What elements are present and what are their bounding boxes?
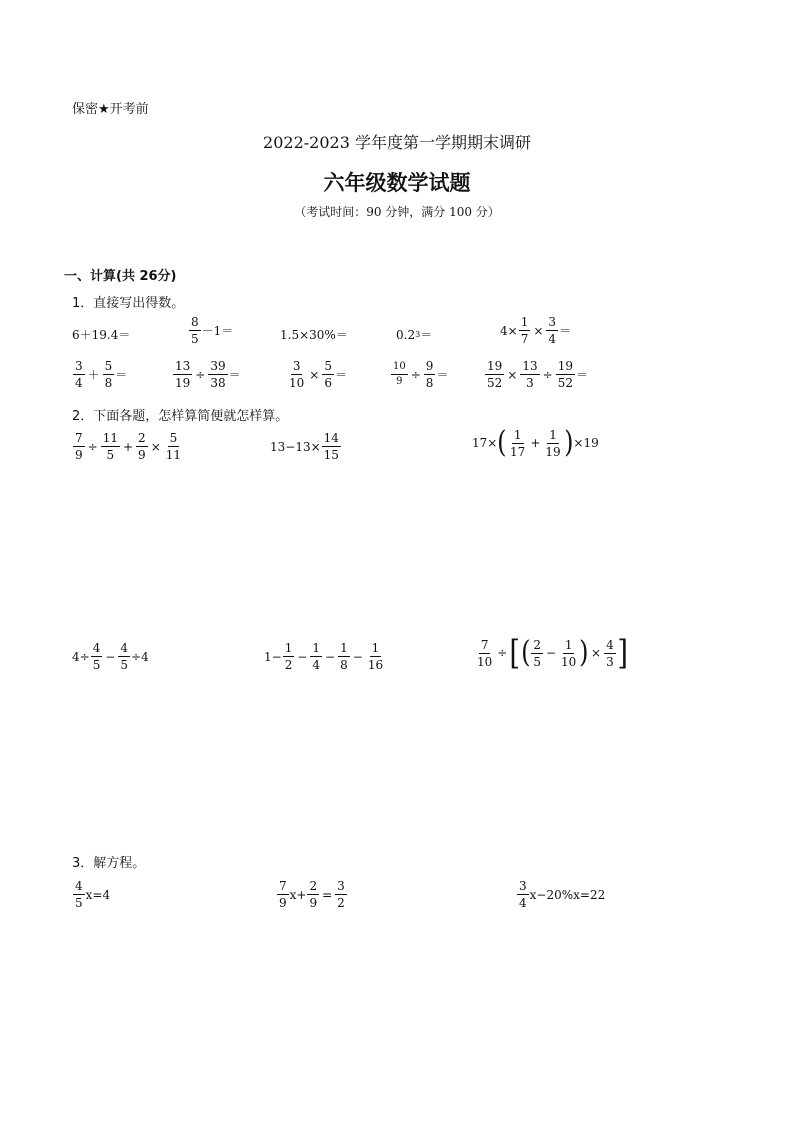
operator: ÷ [410,367,421,382]
fraction: $\frac{19}{52}$ [557,359,573,390]
q1-row1-expr1 [72,326,130,343]
fraction: $\frac{3}{2}$ [337,879,345,910]
q3-equation1 [72,880,110,909]
fraction: $\frac{1}{10}$ [561,637,577,669]
fraction: $\frac{1}{4}$ [312,641,321,672]
q2-problem3 [472,425,599,460]
fraction: $\frac{4}{3}$ [606,637,614,669]
expr-text: ×19 [573,436,599,450]
expr-text: ＝ [334,368,347,382]
operator: − [105,649,116,664]
left-paren: ( [497,425,507,460]
question-3-label: 3．解方程。 [72,856,146,871]
fraction: $\frac{1}{7}$ [520,315,529,346]
fraction: $\frac{2}{5}$ [533,637,541,669]
fraction: $\frac{5}{6}$ [324,359,332,390]
expr-text: ＝ [228,368,241,382]
left-paren: ( [520,635,531,670]
exam-subtitle: 2022-2023 学年度第一学期期末调研 [263,133,531,152]
section-heading: 一、计算(共 26分) [64,269,177,284]
fraction: $\frac{3}{4}$ [519,879,527,910]
expr-text: ÷4 [131,649,149,664]
fraction: $\frac{4}{5}$ [92,641,101,672]
fraction: $\frac{8}{5}$ [191,315,199,346]
q1-row2-expr1 [72,360,127,389]
expr-text: 17× [472,436,498,450]
q1-row2-expr5 [484,360,588,389]
confidential-label: 保密★开考前 [72,102,149,117]
fraction: $\frac{3}{4}$ [75,359,83,390]
question-2-label: 2．下面各题，怎样算简便就怎样算。 [72,409,289,424]
operator: ÷ [195,367,206,382]
expr-text: ＝ [436,368,449,382]
expr-text: 1− [264,649,282,664]
operator: + [530,436,541,450]
q1-row2-expr4 [390,360,448,389]
operator: ÷ [497,646,508,660]
operator: × [150,439,161,454]
fraction: $\frac{14}{15}$ [323,431,339,462]
q1-row1-expr5 [500,316,571,345]
fraction: $\frac{4}{5}$ [120,641,129,672]
operator: + [122,439,134,454]
q1-row2-expr2 [172,360,241,389]
expr-text: x−20%x=22 [529,887,606,902]
fraction: $\frac{11}{5}$ [102,431,118,462]
expr-text: ＝ [575,368,588,382]
fraction: $\frac{39}{38}$ [210,359,226,390]
operator: × [533,323,544,338]
q1-row1-expr4 [396,326,432,343]
right-bracket: ] [617,633,628,673]
operator: ＋ [87,368,100,382]
right-paren: ) [563,425,574,460]
q1-row1-expr3 [280,326,348,343]
operator: = [322,887,333,902]
fraction: $\frac{1}{17}$ [510,427,526,459]
operator: − [297,649,308,664]
expr-text: 6＋19.4＝ [72,328,131,342]
fraction: $\frac{1}{16}$ [367,641,384,672]
operator: ÷ [542,367,553,382]
operator: × [507,367,518,382]
fraction: $\frac{7}{10}$ [477,637,493,669]
exam-info: （考试时间：90 分钟，满分 100 分） [294,205,500,219]
fraction: $\frac{1}{2}$ [284,641,293,672]
operator: ÷ [87,439,98,454]
fraction: $\frac{10}{9}$ [393,361,406,387]
fraction: $\frac{19}{52}$ [487,359,503,390]
exam-title: 六年级数学试题 [323,171,471,195]
fraction: $\frac{2}{9}$ [138,431,146,462]
expr-text: 4× [500,323,518,338]
fraction: $\frac{1}{19}$ [545,427,561,459]
expr-text: ＝ [115,368,128,382]
q3-equation3 [516,880,605,909]
q2-problem6 [474,633,628,673]
operator: − [352,649,363,664]
fraction: $\frac{5}{11}$ [165,431,182,462]
expr-text: 4÷ [72,649,90,664]
operator: × [309,367,320,382]
left-bracket: [ [509,633,521,673]
expr-text: x+ [289,887,307,902]
fraction: $\frac{5}{8}$ [104,359,113,390]
operator: − [325,649,336,664]
expr-text: x=4 [85,887,111,902]
expr-text: －1＝ [201,324,234,338]
fraction: $\frac{2}{9}$ [309,879,318,910]
expr-base: 0.2 [396,327,416,342]
q2-problem1 [72,432,184,461]
operator: × [591,646,602,660]
q1-row2-expr3 [286,360,347,389]
fraction: $\frac{3}{4}$ [548,315,557,346]
expr-exponent: 3 [415,330,421,339]
fraction: $\frac{13}{19}$ [175,359,191,390]
q2-problem4 [72,642,149,671]
fraction: $\frac{1}{8}$ [340,641,348,672]
expr-text: ＝ [559,324,572,338]
expr-text: 1.5×30%＝ [280,328,348,342]
q2-problem5 [264,642,386,671]
fraction: $\frac{3}{10}$ [289,359,305,390]
fraction: $\frac{9}{8}$ [425,359,434,390]
fraction: $\frac{7}{9}$ [75,431,83,462]
question-1-label: 1．直接写出得数。 [72,296,185,311]
expr-text: ＝ [420,328,433,342]
fraction: $\frac{7}{9}$ [279,879,287,910]
q1-row1-expr2 [188,316,233,345]
fraction: $\frac{13}{3}$ [522,359,538,390]
q3-equation2 [276,880,348,909]
expr-text: 13−13× [270,439,321,454]
fraction: $\frac{4}{5}$ [75,879,83,910]
right-paren: ) [579,635,589,670]
operator: − [545,646,557,660]
q2-problem2 [270,432,342,461]
